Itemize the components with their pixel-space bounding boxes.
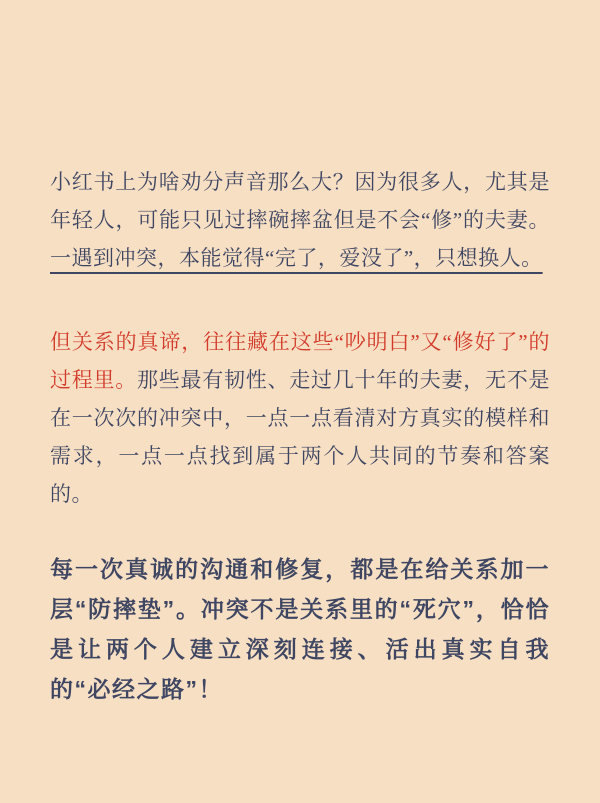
paragraph-intro-text: 小红书上为啥劝分声音那么大？因为很多人，尤其是年轻人，可能只见过摔碗摔盆但是不会“修”的夫妻。 [50, 170, 550, 232]
paragraph-intro-underlined-text: 一遇到冲突，本能觉得“完了，爱没了”，只想换人。 [50, 246, 543, 270]
paragraph-truth [50, 323, 550, 513]
paragraph-conclusion-text: 每一次真诚的沟通和修复，都是在给关系加一层“防摔垫”。冲突不是关系里的“死穴”，恰恰是让两个人建立深刻连接、活出真实自我的“必经之路”！ [50, 556, 551, 702]
paragraph-intro [50, 163, 550, 277]
note-content [50, 0, 550, 709]
paragraph-truth-red-text: 但关系的真谛，往往藏在这些“吵明白”又“修好了”的过程里。 [50, 330, 550, 392]
paragraph-truth-text: 那些最有韧性、走过几十年的夫妻，无不是在一次次的冲突中，一点一点看清对方真实的模样和需求，一点一点找到属于两个人共同的节奏和答案的。 [50, 368, 550, 506]
paragraph-conclusion [50, 549, 550, 709]
